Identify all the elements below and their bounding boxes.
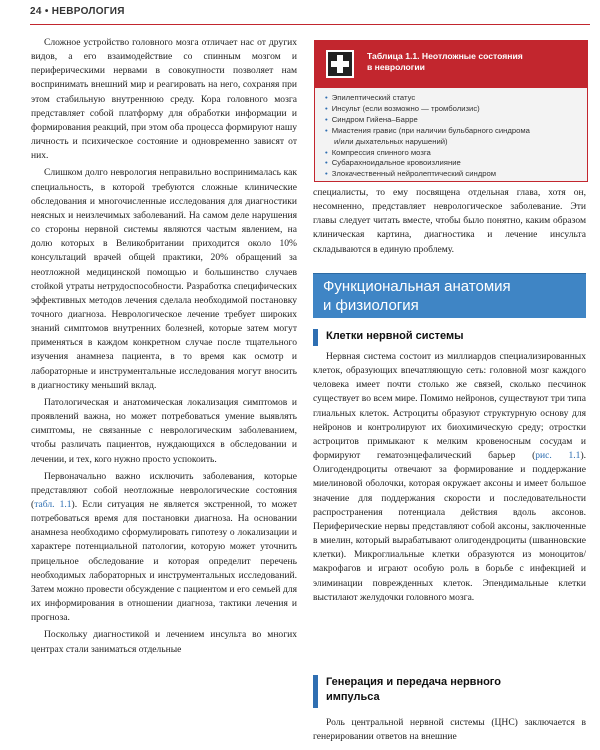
bullet-icon: • bbox=[325, 93, 328, 102]
table-reference-link[interactable]: табл. 1.1 bbox=[34, 499, 72, 510]
bullet-icon: • bbox=[325, 158, 328, 168]
list-item: • Инсульт (если возможно — тромболизис) bbox=[325, 103, 480, 113]
paragraph: Поскольку диагностикой и лечением инсульта во многих центрах стали заниматься отдельные bbox=[31, 629, 297, 655]
bullet-icon: • bbox=[325, 103, 328, 113]
figure-reference-link[interactable]: рис. 1.1 bbox=[535, 450, 581, 462]
list-item: • Миастения гравис (при наличии бульбарного синдрома bbox=[325, 125, 530, 135]
list-item: • Компрессия спинного мозга bbox=[325, 147, 431, 157]
table-list bbox=[325, 93, 530, 180]
paragraph: Сложное устройство головного мозга отличает нас от других видов, а его взаимодействие со спинным мозгом и периферическими нервами в совокупности позволяет нам воспринимать внешний мир и реагировать на него, сохраняя при этом стабильную внутреннюю среду. Кора головного мозга представляет собой платформу для обработки информации и формирования реакций, при этом оба процесса формируют нашу личность и психическое состояние и одновременно зависят от них. bbox=[31, 37, 297, 162]
list-item: • Субарахноидальное кровоизлияние bbox=[325, 158, 461, 168]
paragraph: специалисты, то ему посвящена отдельная глава, хотя он, несомненно, представляет неврологическое заболевание. Эти главы следует читать вместе, чтобы было понятно, каким образом клиническая картина, диагностика и лечение инсульта складываются в единую проблему. bbox=[313, 187, 586, 255]
table-title: Таблица 1.1. Неотложные состояния в неврологии bbox=[367, 51, 523, 72]
bullet-icon: • bbox=[325, 147, 328, 157]
section-title: Функциональная анатомия и физиология bbox=[323, 278, 511, 314]
paragraph-text: ). Если ситуация не является экстренной, то может потребоваться время для постановки диагноза. На основании анамнеза необходимо сформулировать гипотезу о локализации и характере потенциальной патологии, которую может уточнить прицельное обследование и которая определит перечень необходимых лабораторных и инструментальных исследований. Затем можно провести обсуждение с пациентом и его семьей для их информирования в отношении диагноза, тактики лечения и прогноза. bbox=[31, 499, 297, 624]
page-number: 24 bbox=[30, 6, 42, 17]
medical-cross-icon bbox=[326, 50, 354, 78]
section-heading-banner bbox=[313, 273, 586, 318]
list-item: • Эпилептический статус bbox=[325, 93, 416, 102]
header-bullet: • bbox=[44, 6, 49, 17]
paragraph: Нервная система состоит из миллиардов специализированных клеток, образующих впечатляющую сеть: головной мозг каждого человека имеет почти столько же связей, сколько песчинок существует во всем мире. Помимо нейронов, существуют три типа глиальных клеток. Астроциты образуют структурную основу для нейронов и контролируют их биохимическую среду; отростки астроцитов примыкают к мелким кровеносным сосудам и формируют гематоэнцефалический барьер (рис. 1.1). Олигодендроциты отвечают за формирование и поддержание миелиновой оболочки, которая окружает аксоны и имеет большое значение для поддержания скорости и последовательности распространения потенциала действия вдоль аксонов. Периферические нервы представляют собой аксоны, заключенные в миелин, который вырабатывают олигодендроциты (шванновские клетки). Микроглиальные клетки образуются из моноцитов/макрофагов и играют особую роль в борьбе с инфекцией и элиминации поврежденных клеток. Эпендимальные клетки выстилают желудочки головного мозга. bbox=[313, 351, 587, 603]
paragraph: Роль центральной нервной системы (ЦНС) заключается в генерировании ответов на внешние bbox=[313, 717, 586, 743]
bullet-icon: • bbox=[325, 169, 328, 179]
bullet-icon: • bbox=[325, 114, 328, 124]
paragraph: Патологическая и анатомическая локализация симптомов и проявлений важна, но может потребоваться умение выявлять симптомы, не связанные с неврологическим заболеванием, чтобы различать пациентов, нуждающихся в обследовании и лечении, и тех, кого нужно просто успокоить. bbox=[31, 396, 297, 465]
list-item: • Синдром Гийена–Барре bbox=[325, 114, 418, 124]
left-column bbox=[31, 36, 297, 660]
running-head bbox=[30, 6, 125, 17]
subheading-nerve-cells: Клетки нервной системы bbox=[313, 329, 591, 346]
paragraph: Слишком долго неврология неправильно воспринималась как специальность, в которой требуются сложные клинические обследования и многочисленные исследования для диагностики неясных и неизлечимых заболеваний. На самом деле нарушения со стороны нервной системы являются частым явлением, на долю которых в Великобритании приходится около 10% консультаций врачей общей практики, 20% обращений за неотложной медицинской помощью и большинство случаев стойкой утраты нетрудоспособности. Разработка специфических эффективных методов лечения сделала необходимой постановку точного диагноза. Неврологическое лечение требует широких знаний симптомов внутренних болезней, которые затем могут применяться в каждом конкретном случае после тщательного изучения анамнеза пациента, в то время как осмотр и лабораторные и инструментальные исследования могут вносить в диагностику меньший вклад. bbox=[31, 167, 297, 391]
emergency-table-box bbox=[314, 40, 588, 182]
list-item-continuation: и/или дыхательных нарушений) bbox=[334, 136, 448, 146]
subheading-impulse: Генерация и передача нервного импульса bbox=[313, 675, 591, 708]
header-section: НЕВРОЛОГИЯ bbox=[51, 6, 125, 17]
paragraph-text: Первоначально важно исключить заболевания, которые представляют собой неотложные неврологические состояния ( bbox=[31, 470, 297, 510]
right-column-top bbox=[313, 186, 586, 260]
right-column-middle bbox=[313, 350, 586, 608]
header-divider bbox=[30, 24, 590, 25]
table-header bbox=[315, 41, 587, 88]
paragraph bbox=[31, 470, 297, 626]
page-header bbox=[0, 0, 600, 26]
bullet-icon: • bbox=[325, 125, 328, 135]
list-item: • Злокачественный нейролептический синдром bbox=[325, 169, 497, 179]
right-column-bottom bbox=[313, 716, 586, 747]
